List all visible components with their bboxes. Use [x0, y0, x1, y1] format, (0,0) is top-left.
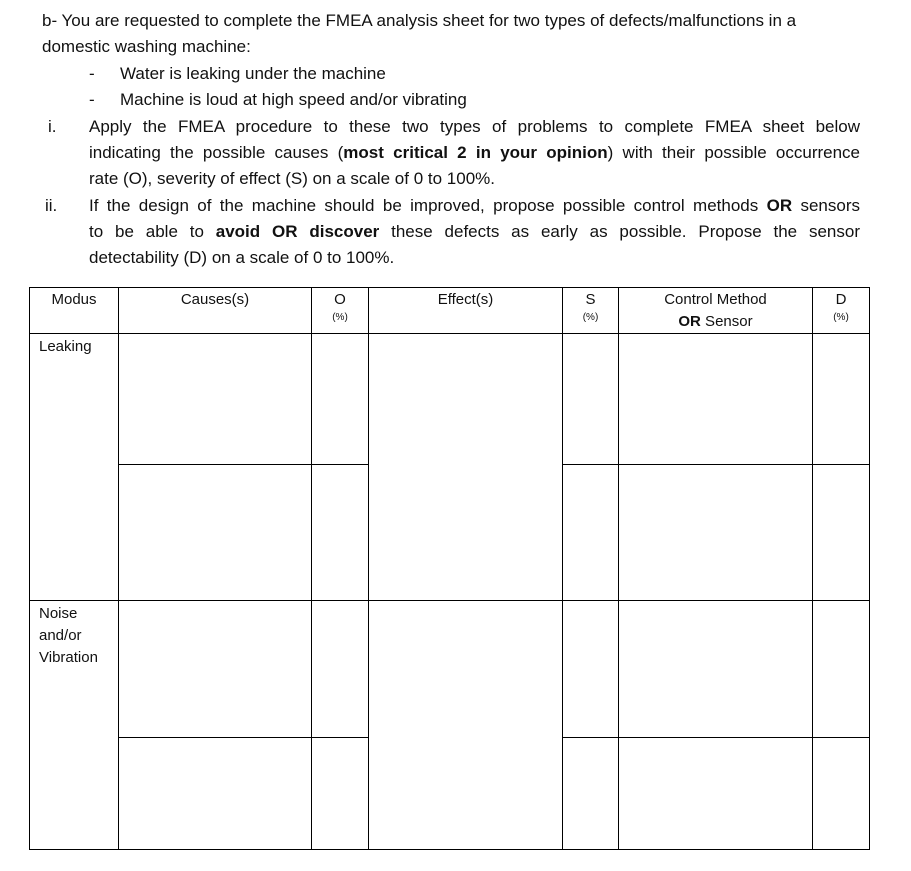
header-control-line-1: Control Method	[664, 291, 767, 308]
text-segment: ) with their possible occurrence	[607, 143, 861, 162]
item-i-text	[89, 114, 860, 192]
d-cell[interactable]	[813, 738, 870, 850]
header-modus: Modus	[30, 288, 119, 334]
text-segment	[298, 222, 310, 241]
text-segment	[260, 222, 272, 241]
control-cell[interactable]	[619, 738, 813, 850]
table-row	[30, 601, 870, 738]
bullet-dash: -	[89, 90, 95, 109]
causes-cell[interactable]	[119, 738, 312, 850]
item-ii-line-1	[89, 193, 860, 219]
text-segment: these defects as early as possible. Propose the sensor	[379, 222, 860, 241]
causes-cell[interactable]	[119, 334, 312, 465]
effect-cell[interactable]	[369, 334, 563, 601]
control-cell[interactable]	[619, 601, 813, 738]
item-ii-line-3: detectability (D) on a scale of 0 to 100%.	[89, 248, 395, 267]
emphasis-text: avoid	[215, 222, 261, 241]
bullet-item: Machine is loud at high speed and/or vibrating	[120, 90, 467, 109]
modus-label: Leaking	[39, 338, 92, 355]
header-control-method	[619, 288, 813, 334]
s-cell[interactable]	[563, 465, 619, 601]
header-o-unit: (%)	[332, 312, 348, 323]
item-i-line-1: Apply the FMEA procedure to these two types of problems to complete FMEA sheet below	[89, 117, 860, 136]
header-d	[813, 288, 870, 334]
header-s-unit: (%)	[582, 312, 599, 323]
modus-cell-noise-vibration	[30, 601, 119, 850]
header-d-label: D	[835, 291, 847, 308]
item-ii-line-2	[89, 219, 860, 245]
modus-label: Noise	[39, 605, 78, 622]
text-segment: sensors	[792, 196, 860, 215]
o-cell[interactable]	[312, 738, 369, 850]
modus-label: Vibration	[39, 649, 98, 666]
header-d-unit: (%)	[833, 312, 849, 323]
emphasis-text: OR	[678, 313, 701, 330]
bullet-item: Water is leaking under the machine	[120, 64, 386, 83]
causes-cell[interactable]	[119, 465, 312, 601]
text-segment: If the design of the machine should be improved, propose possible control methods	[89, 196, 767, 215]
emphasis-text: most critical 2 in your opinion	[343, 143, 608, 162]
s-cell[interactable]	[563, 601, 619, 738]
item-i-line-2	[89, 140, 860, 166]
o-cell[interactable]	[312, 334, 369, 465]
d-cell[interactable]	[813, 601, 870, 738]
modus-cell-leaking	[30, 334, 119, 601]
header-causes: Causes(s)	[119, 288, 312, 334]
s-cell[interactable]	[563, 334, 619, 465]
table-header-row	[30, 288, 870, 334]
emphasis-text: OR	[272, 222, 298, 241]
modus-label: and/or	[39, 627, 82, 644]
header-s	[563, 288, 619, 334]
text-segment: indicating the possible causes (	[89, 143, 344, 162]
control-cell[interactable]	[619, 465, 813, 601]
text-segment: Sensor	[700, 313, 753, 330]
effect-cell[interactable]	[369, 601, 563, 850]
item-i-line-3: rate (O), severity of effect (S) on a scale of 0 to 100%.	[89, 169, 495, 188]
intro-line-2: domestic washing machine:	[42, 37, 251, 56]
emphasis-text: OR	[766, 196, 793, 215]
text-segment: to be able to	[89, 222, 216, 241]
causes-cell[interactable]	[119, 601, 312, 738]
item-ii-text	[89, 193, 860, 271]
item-i-number: i.	[48, 117, 57, 136]
emphasis-text: discover	[309, 222, 380, 241]
fmea-table	[29, 287, 870, 850]
d-cell[interactable]	[813, 465, 870, 601]
s-cell[interactable]	[563, 738, 619, 850]
table-row	[30, 334, 870, 465]
header-s-label: S	[585, 291, 596, 308]
o-cell[interactable]	[312, 601, 369, 738]
header-o-label: O	[334, 291, 346, 308]
header-control-line-2	[619, 311, 812, 333]
o-cell[interactable]	[312, 465, 369, 601]
header-effect: Effect(s)	[369, 288, 563, 334]
header-o	[312, 288, 369, 334]
intro-line-1: b- You are requested to complete the FMEA analysis sheet for two types of defects/malfunctions in a	[42, 11, 797, 30]
d-cell[interactable]	[813, 334, 870, 465]
item-ii-number: ii.	[45, 196, 58, 215]
control-cell[interactable]	[619, 334, 813, 465]
bullet-dash: -	[89, 64, 95, 83]
